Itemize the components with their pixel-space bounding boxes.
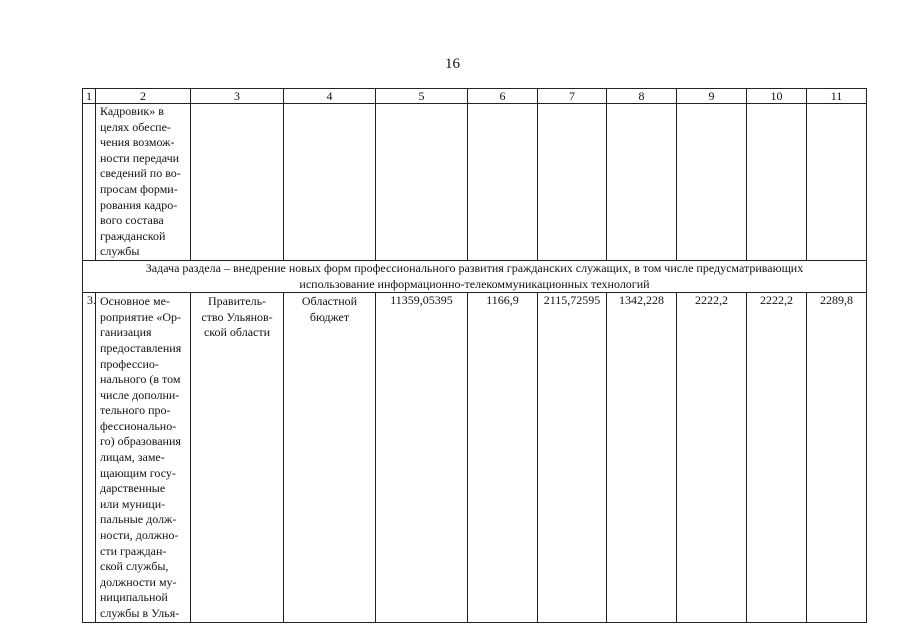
text-line: чения возмож- (100, 135, 175, 150)
text-line: роприятие «Ор- (100, 309, 182, 324)
continuation-cell-10 (747, 104, 807, 261)
continuation-cell-3 (191, 104, 284, 261)
text-line: ганизация (100, 325, 152, 340)
total-value: 11359,05395 (376, 293, 468, 622)
text-line: профессио- (100, 356, 159, 371)
col-header-4: 4 (284, 89, 376, 104)
source-line: бюджет (309, 309, 350, 324)
text-line: фессионально- (100, 418, 177, 433)
col-header-6: 6 (468, 89, 538, 104)
col-header-10: 10 (747, 89, 807, 104)
text-line: ности, должно- (100, 528, 179, 543)
col-header-3: 3 (191, 89, 284, 104)
text-line: сведений по во- (100, 166, 181, 181)
page-number: 16 (445, 56, 460, 72)
text-line: службы (100, 244, 140, 259)
value-col-6: 1166,9 (468, 293, 538, 622)
text-line: или муници- (100, 496, 166, 511)
text-line: службы в Улья- (100, 606, 180, 620)
text-line: целях обеспе- (100, 119, 171, 134)
col-header-8: 8 (607, 89, 677, 104)
row-number: 3. (83, 293, 96, 622)
continuation-row (83, 104, 867, 261)
continuation-cell-6 (468, 104, 538, 261)
executor-line: Правитель- (207, 294, 267, 309)
text-line: сти граждан- (100, 543, 167, 558)
col-header-2: 2 (96, 89, 191, 104)
continuation-cell-5 (376, 104, 468, 261)
text-line: числе дополни- (100, 387, 180, 402)
text-line: ности передачи (100, 150, 180, 165)
continuation-cell-4 (284, 104, 376, 261)
col-header-7: 7 (538, 89, 607, 104)
executor-line: ской области (203, 325, 271, 340)
text-line: дарственные (100, 481, 166, 496)
continuation-cell-7 (538, 104, 607, 261)
program-table (82, 88, 867, 623)
text-line: ниципальной (100, 590, 168, 605)
continuation-cell-9 (677, 104, 747, 261)
executor-cell (191, 293, 284, 622)
value-col-9: 2222,2 (677, 293, 747, 622)
col-header-1: 1 (83, 89, 96, 104)
text-line: лицам, заме- (100, 450, 165, 465)
text-line: должности му- (100, 574, 177, 589)
text-line: просам форми- (100, 181, 178, 196)
row-3 (83, 293, 867, 622)
task-heading (83, 260, 867, 292)
text-line: Основное ме- (100, 294, 170, 309)
text-line: Кадровик» в (100, 104, 164, 118)
header-row (83, 89, 867, 104)
value-col-10: 2222,2 (747, 293, 807, 622)
continuation-cell-11 (807, 104, 867, 261)
value-col-11: 2289,8 (807, 293, 867, 622)
continuation-description (96, 104, 191, 261)
row-description (96, 293, 191, 622)
value-col-7: 2115,72595 (538, 293, 607, 622)
value-col-8: 1342,228 (607, 293, 677, 622)
source-line: Областной (301, 294, 358, 309)
text-line: ской службы, (100, 559, 169, 574)
source-cell (284, 293, 376, 622)
text-line: нального (в том (100, 372, 181, 387)
text-line: тельного про- (100, 403, 171, 418)
text-line: гражданской (100, 228, 166, 243)
continuation-number-cell (83, 104, 96, 261)
text-line: предоставления (100, 340, 182, 355)
col-header-9: 9 (677, 89, 747, 104)
text-line: го) образования (100, 434, 181, 449)
text-line: пальные долж- (100, 512, 177, 527)
task-line-1: Задача раздела – внедрение новых форм профессионального развития гражданских служащих, в том числе предусматривающих (145, 260, 804, 275)
text-line: вого состава (100, 213, 164, 228)
task-line-2: использование информационно-телекоммуникационных технологий (299, 276, 650, 291)
col-header-11: 11 (807, 89, 867, 104)
executor-line: ство Ульянов- (201, 309, 273, 324)
col-header-5: 5 (376, 89, 468, 104)
task-row (83, 260, 867, 292)
continuation-cell-8 (607, 104, 677, 261)
text-line: щающим госу- (100, 465, 176, 480)
text-line: рования кадро- (100, 197, 178, 212)
